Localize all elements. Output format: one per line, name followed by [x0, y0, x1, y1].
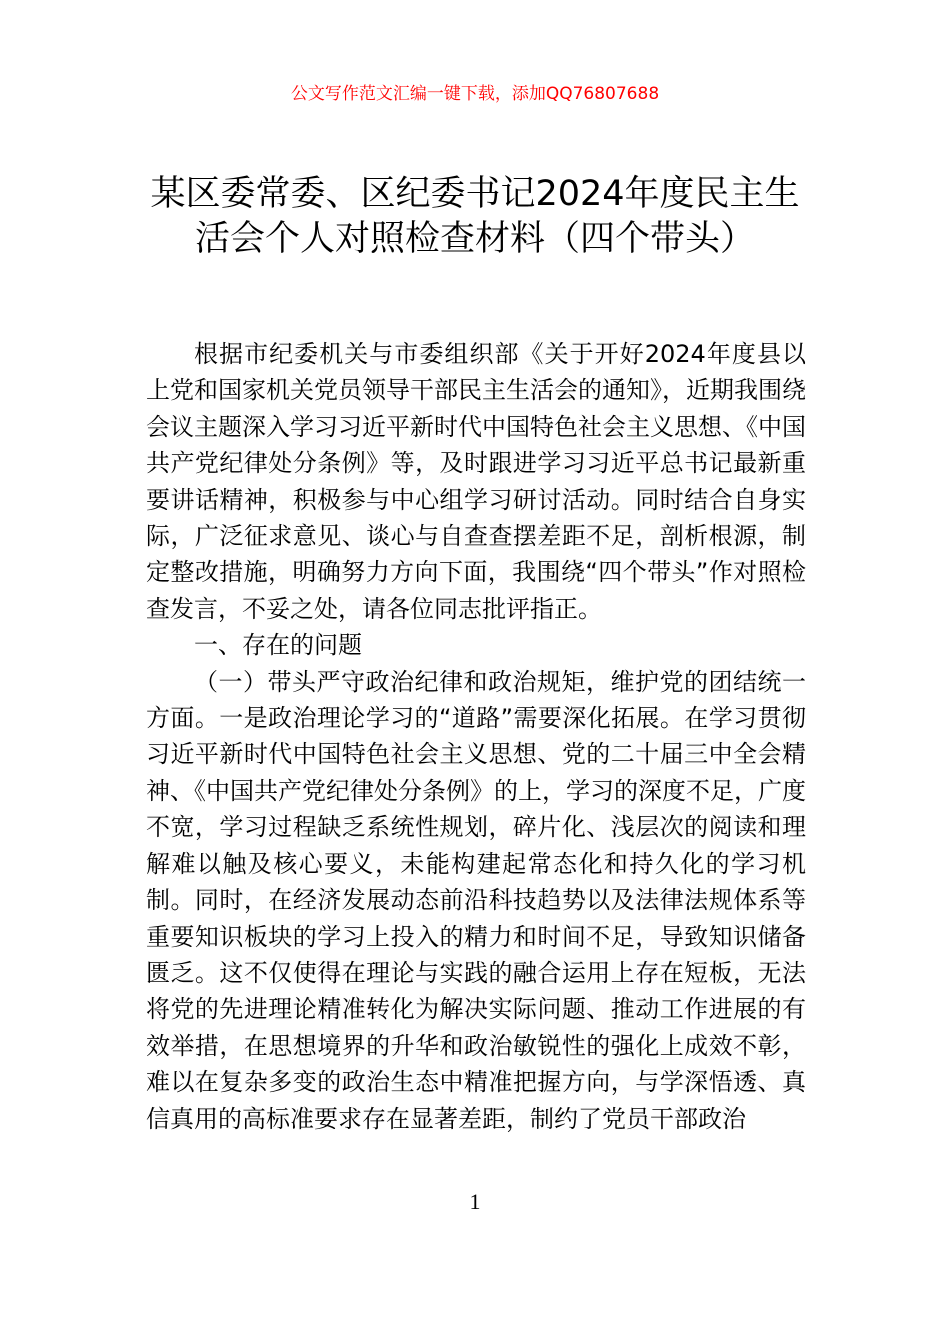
page-number: 1: [469, 1189, 481, 1214]
document-title-line-1: 某区委常委、区纪委书记2024年度民主生: [150, 174, 800, 214]
document-title-line-2: 活会个人对照检查材料（四个带头）: [194, 219, 755, 259]
download-notice: 公文写作范文汇编一键下载，添加QQ76807688: [290, 84, 660, 104]
intro-paragraph: 根据市纪委机关与市委组织部《关于开好2024年度县以上党和国家机关党员领导干部民主生活会的通知》，近期我围绕会议主题深入学习习近平新时代中国特色社会主义思想、《中国共产党纪律处分条例》等，及时跟进学习习近平总书记最新重要讲话精神，积极参与中心组学习研讨活动。同时结合自身实际，广泛征求意见、谈心与自查查摆差距不足，剖析根源，制定整改措施，明确努力方向下面，我围绕“四个带头”作对照检查发言，不妥之处，请各位同志批评指正。: [146, 340, 806, 623]
section-heading: 一、存在的问题: [194, 631, 362, 660]
document-body: [146, 336, 806, 1137]
problem-paragraph: （一）带头严守政治纪律和政治规矩，维护党的团结统一方面。一是政治理论学习的“道路”需要深化拓展。在学习贯彻习近平新时代中国特色社会主义思想、党的二十届三中全会精神、《中国共产党纪律处分条例》的上，学习的深度不足，广度不宽，学习过程缺乏系统性规划，碎片化、浅层次的阅读和理解难以触及核心要义，未能构建起常态化和持久化的学习机制。同时，在经济发展动态前沿科技趋势以及法律法规体系等重要知识板块的学习上投入的精力和时间不足，导致知识储备匮乏。这不仅使得在理论与实践的融合运用上存在短板，无法将党的先进理论精准转化为解决实际问题、推动工作进展的有效举措，在思想境界的升华和政治敏锐性的强化上成效不彰，难以在复杂多变的政治生态中精准把握方向，与学深悟透、真信真用的高标准要求存在显著差距，制约了党员干部政治: [146, 667, 806, 1133]
